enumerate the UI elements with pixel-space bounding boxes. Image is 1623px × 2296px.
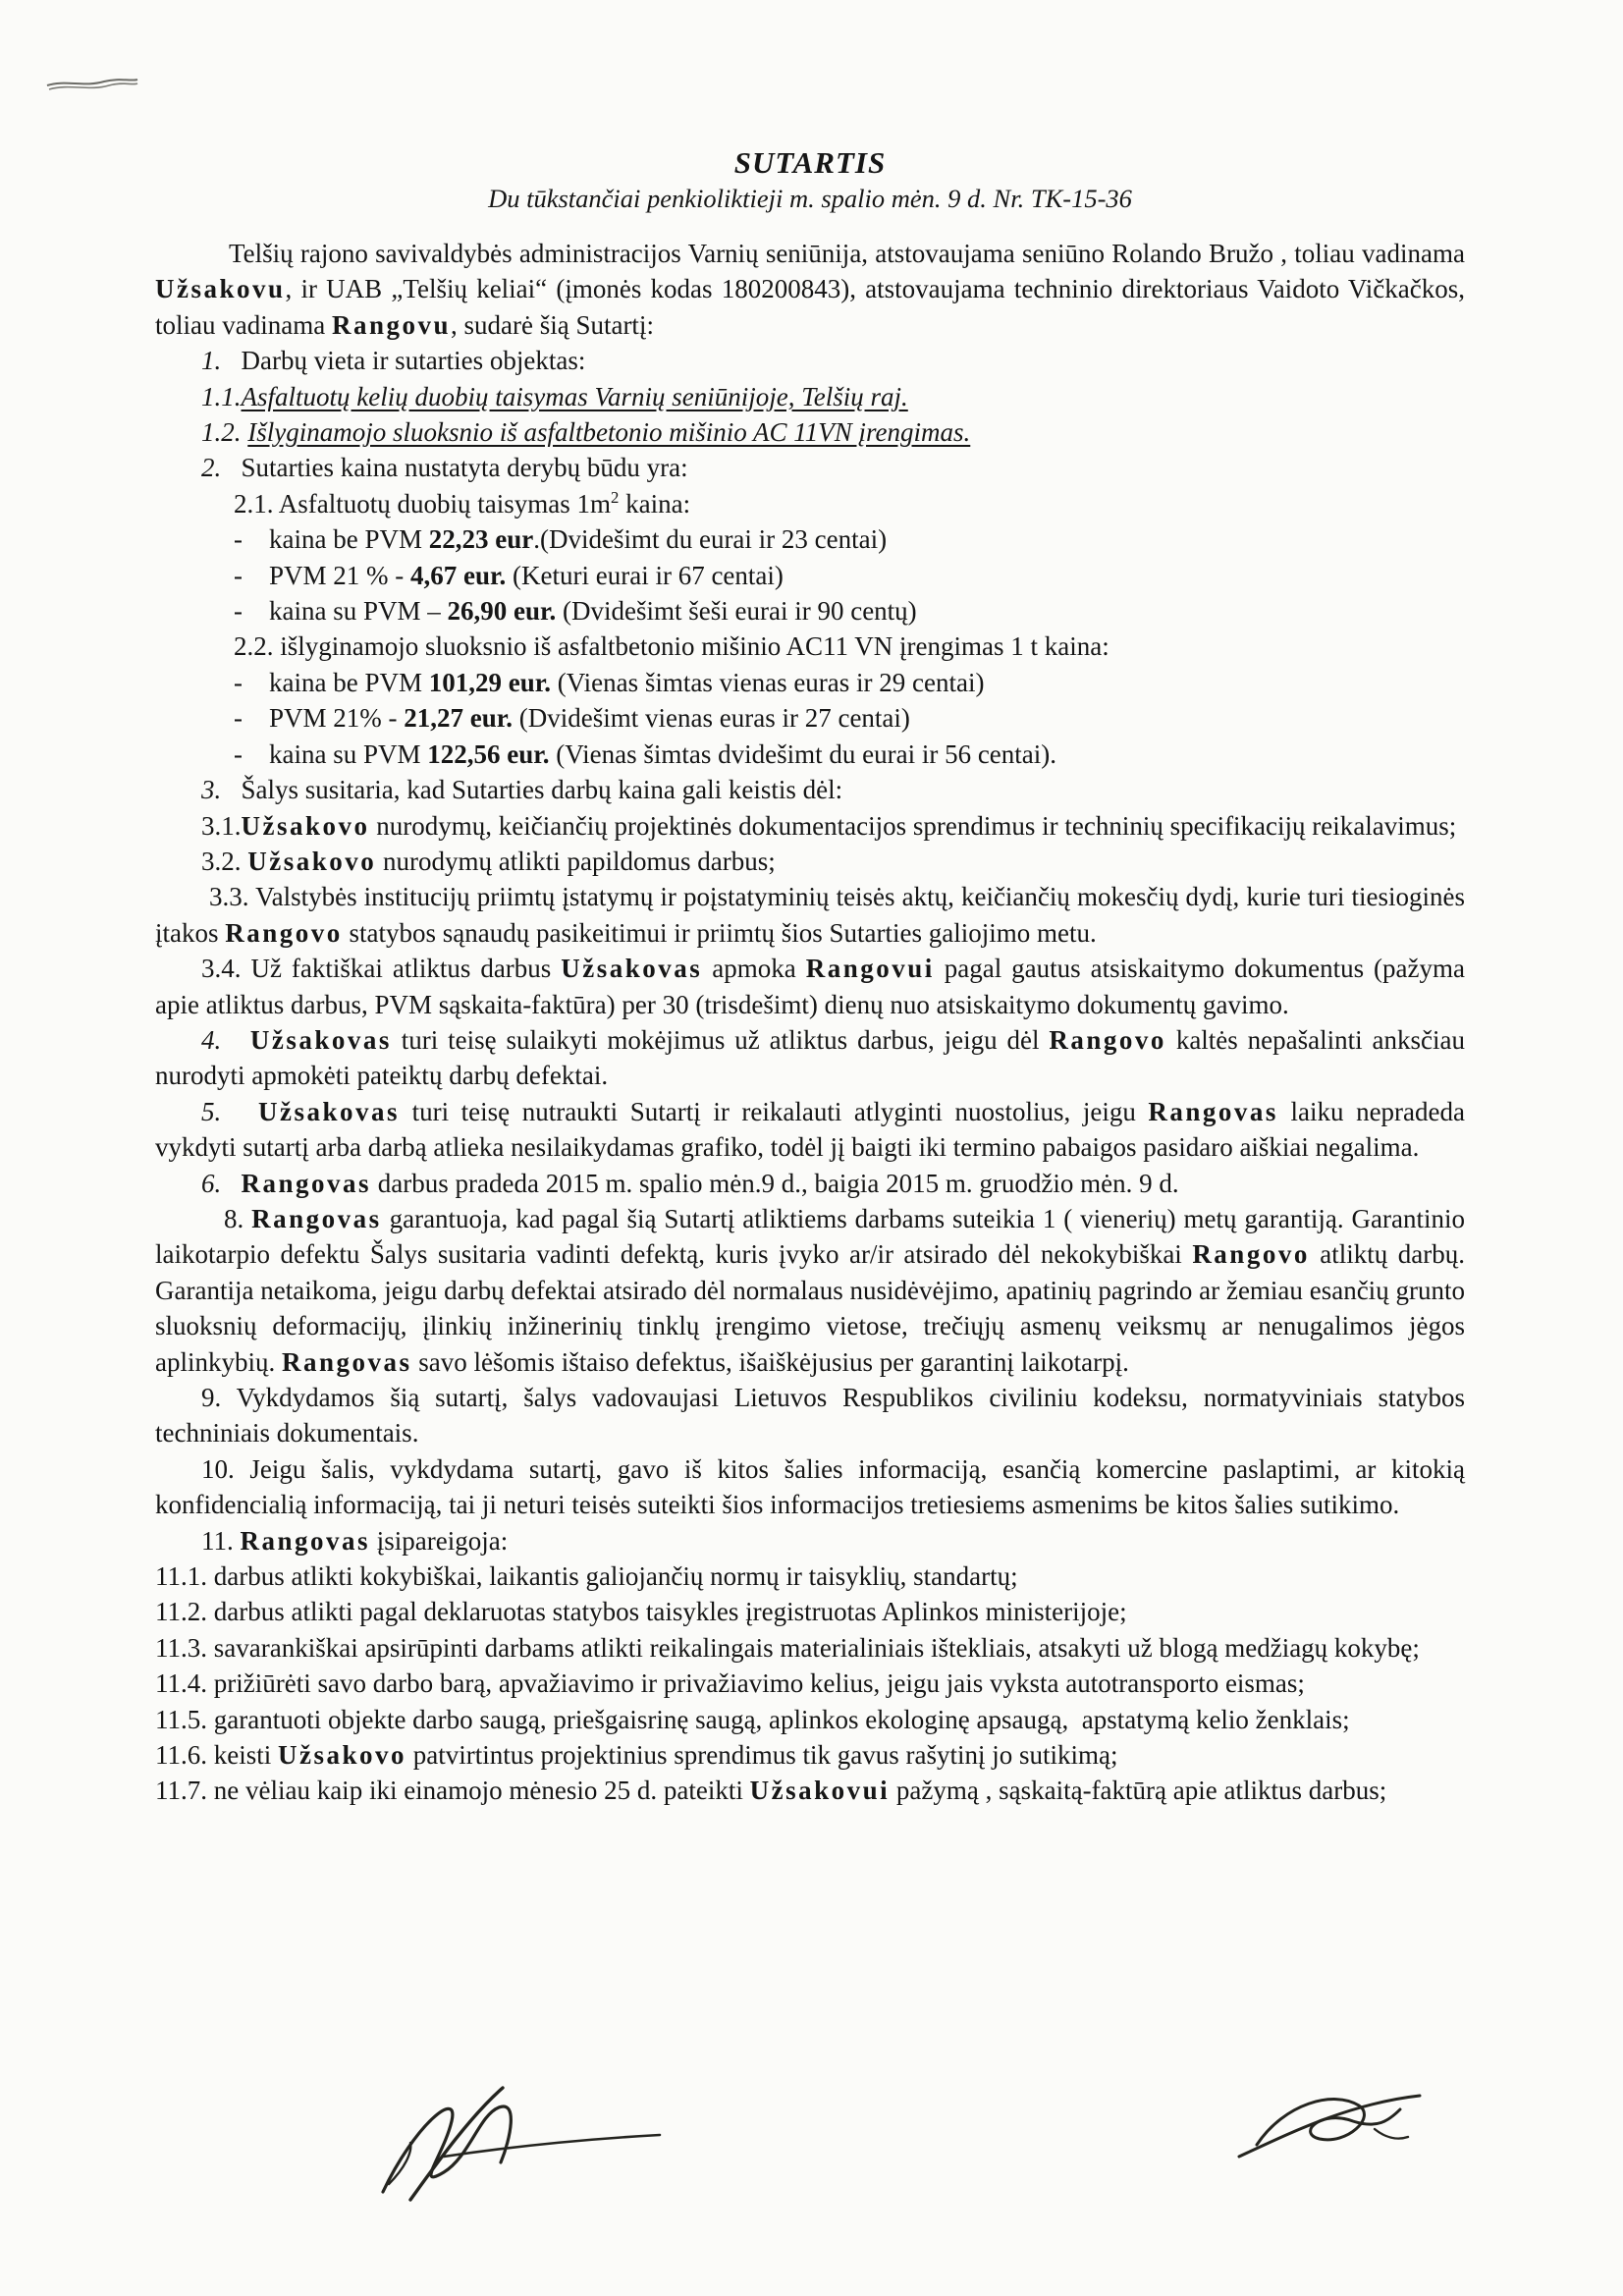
paragraph: 2.1. Asfaltuotų duobių taisymas $1m^2$ kaina: bbox=[234, 487, 691, 519]
paragraph: 2.2. išlyginamojo sluoksnio iš asfaltbetonio mišinio AC11 VN įrengimas 1 t kaina: bbox=[234, 631, 1109, 662]
paragraph: 10. Jeigu šalis, vykdydama sutartį, gavo iš kitos šalies informaciją, esančią komercine paslaptimi, ar kitokią konfidencialią informaciją, tai ji neturi teisės suteikti šios informacijos tretiesiems asmenims be kitos šalies sutikimo. bbox=[155, 1453, 1465, 1520]
document-subtitle: Du tūkstančiai penkioliktieji m. spalio mėn. 9 d. Nr. TK-15-36 bbox=[488, 184, 1132, 213]
paragraph: - PVM 21 % - 4,67 eur. (Keturi eurai ir 67 centai) bbox=[234, 560, 784, 590]
paragraph: 11.3. savarankiškai apsirūpinti darbams atlikti reikalingais materialiniais ištekliais, atsakyti už blogą medžiagų kokybę; bbox=[155, 1632, 1420, 1663]
paragraph: 3.1.Užsakovo nurodymų, keičiančių projektinės dokumentacijos sprendimus ir techninių specifikacijų reikalavimus; bbox=[201, 810, 1457, 841]
paragraph: 9. Vykdydamos šią sutartį, šalys vadovaujasi Lietuvos Respublikos civiliniu kodeksu, normatyviniais statybos techniniais dokumentais. bbox=[155, 1383, 1465, 1449]
paragraph: 11.7. ne vėliau kaip iki einamojo mėnesio 25 d. pateikti Užsakovui pažymą , sąskaitą-faktūrą apie atliktus darbus; bbox=[155, 1776, 1387, 1806]
paragraph: 3.3. Valstybės institucijų priimtų įstatymų ir poįstatyminių teisės aktų, keičiančių mokesčių dydį, kurie turi tiesioginės įtakos Rangovo statybos sąnaudų pasikeitimui ir priimtų šios Sutarties galiojimo metu. bbox=[155, 882, 1465, 948]
paragraph: 2. Sutarties kaina nustatyta derybų būdu yra: bbox=[201, 453, 688, 483]
paragraph: 1.2. Išlyginamojo sluoksnio iš asfaltbetonio mišinio AC 11VN įrengimas. bbox=[201, 417, 971, 448]
paragraph: - kaina su PVM 122,56 eur. (Vienas šimtas dvidešimt du eurai ir 56 centai). bbox=[234, 738, 1057, 769]
paragraph: 3.2. Užsakovo nurodymų atlikti papildomus darbus; bbox=[201, 846, 776, 876]
paragraph: 4. Užsakovas turi teisę sulaikyti mokėjimus už atliktus darbus, jeigu dėl Rangovo kaltės nepašalinti anksčiau nurodyti apmokėti pateiktų darbų defektai. bbox=[155, 1024, 1465, 1091]
scan-artifact-mark bbox=[45, 73, 139, 101]
signature-right bbox=[1227, 2072, 1434, 2180]
paragraph: 11.2. darbus atlikti pagal deklaruotas statybos taisykles įregistruotas Aplinkos ministerijoje; bbox=[155, 1597, 1127, 1627]
signature-left bbox=[353, 2074, 687, 2212]
document-body bbox=[155, 236, 1465, 1809]
paragraph: 1.1.Asfaltuotų kelių duobių taisymas Varnių seniūnijoje, Telšių raj. bbox=[201, 381, 908, 411]
paragraph: - kaina be PVM 101,29 eur. (Vienas šimtas vienas euras ir 29 centai) bbox=[234, 667, 985, 697]
paragraph: 3. Šalys susitaria, kad Sutarties darbų kaina gali keistis dėl: bbox=[201, 775, 843, 805]
paragraph: 11.5. garantuoti objekte darbo saugą, priešgaisrinę saugą, aplinkos ekologinę apsaugą, apstatymą kelio ženklais; bbox=[155, 1704, 1350, 1734]
paragraph: 11.4. prižiūrėti savo darbo barą, apvažiavimo ir privažiavimo kelius, jeigu jais vyksta autotransporto eismas; bbox=[155, 1668, 1305, 1699]
paragraph: 5. Užsakovas turi teisę nutraukti Sutartį ir reikalauti atlyginti nuostolius, jeigu Rangovas laiku nepradeda vykdyti sutartį arba darbą atlieka nesilaikydamas grafiko, todėl jį baigti iki termino pabaigos pasidaro aiškiai negalima. bbox=[155, 1096, 1466, 1163]
document-content bbox=[155, 145, 1465, 1809]
paragraph: 11. Rangovas įsipareigoja: bbox=[201, 1525, 509, 1556]
paragraph: 11.1. darbus atlikti kokybiškai, laikantis galiojančių normų ir taisyklių, standartų; bbox=[155, 1561, 1018, 1592]
paragraph: - PVM 21% - 21,27 eur. (Dvidešimt vienas euras ir 27 centai) bbox=[234, 703, 910, 734]
paragraph: - kaina be PVM 22,23 eur.(Dvidešimt du eurai ir 23 centai) bbox=[234, 524, 888, 555]
paragraph: Telšių rajono savivaldybės administracijos Varnių seniūnija, atstovaujama seniūno Rolando Bružo , toliau vadinama Užsakovu, ir UAB „Telšių keliai“ (įmonės kodas 180200843), atstovaujama techninio direktoriaus Vaidoto Vičkačkos, toliau vadinama Rangovu, sudarė šią Sutartį: bbox=[155, 239, 1465, 340]
paragraph: 1. Darbų vieta ir sutarties objektas: bbox=[201, 346, 586, 376]
paragraph: 6. Rangovas darbus pradeda 2015 m. spalio mėn.9 d., baigia 2015 m. gruodžio mėn. 9 d. bbox=[201, 1168, 1179, 1198]
paragraph: 3.4. Už faktiškai atliktus darbus Užsakovas apmoka Rangovui pagal gautus atsiskaitymo dokumentus (pažyma apie atliktus darbus, PVM sąskaita-faktūra) per 30 (trisdešimt) dienų nuo atsiskaitymo dokumentų gavimo. bbox=[155, 954, 1465, 1019]
paragraph: 8. Rangovas garantuoja, kad pagal šią Sutartį atliktiems darbams suteikia 1 ( vienerių) metų garantiją. Garantinio laikotarpio defektu Šalys susitaria vadinti defektą, kuris įvyko ar/ir atsirado dėl nekokybiškai Rangovo atliktų darbų. Garantija netaikoma, jeigu darbų defektai atsirado dėl normalaus nusidėvėjimo, apatinių pagrindo ar žemiau esančių grunto sluoksnių deformacijų, įlinkių inžinerinių tinklų įrengimo vietose, trečiųjų asmenų veiksmų ar nenugalimos jėgos aplinkybių. Rangovas savo lėšomis ištaiso defektus, išaiškėjusius per garantinį laikotarpį. bbox=[155, 1203, 1466, 1377]
paragraph: - kaina su PVM – 26,90 eur. (Dvidešimt šeši eurai ir 90 centų) bbox=[234, 596, 917, 627]
document-title: SUTARTIS bbox=[733, 145, 887, 180]
paragraph: 11.6. keisti Užsakovo patvirtintus projektinius sprendimus tik gavus rašytinį jo sutikimą; bbox=[155, 1740, 1118, 1771]
